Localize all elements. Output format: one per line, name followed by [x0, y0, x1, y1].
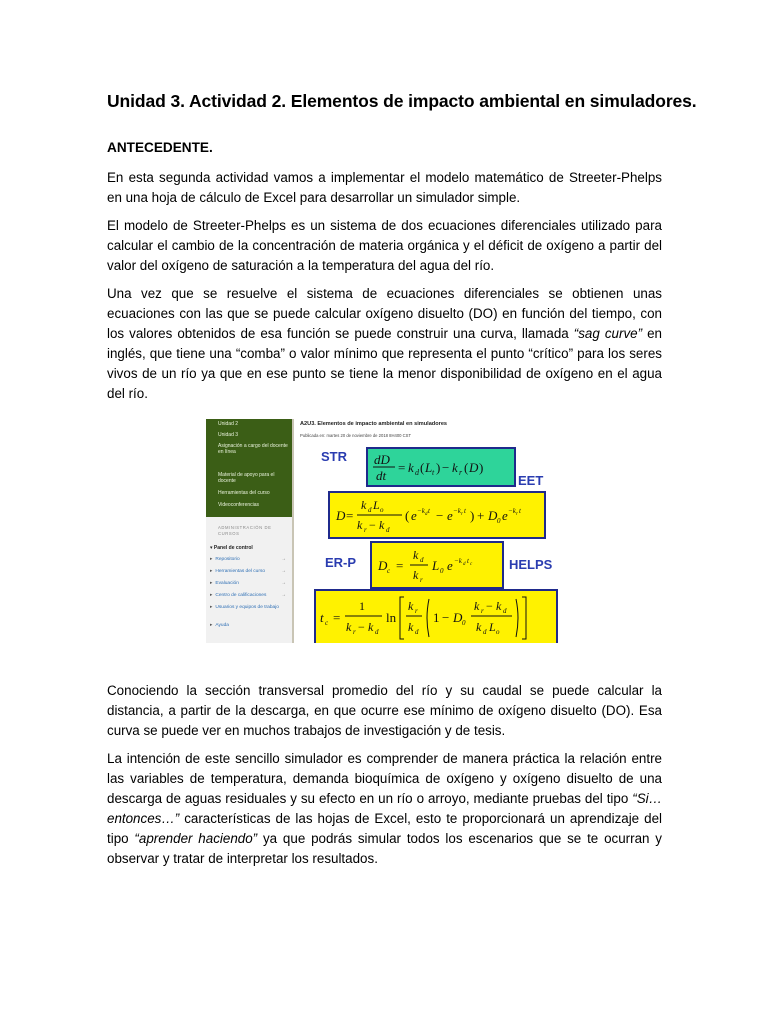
paragraph-5: La intención de este sencillo simulador es comprender de manera práctica la relación entre las variables de temperatura, demanda bioquímica de oxígeno y oxígeno disuelto de una descarga de aguas residuales y su efecto en un río o arroyo, mediante pruebas del tipo “Si… entonces…” características de las hojas de Excel, esto te proporcionará un aprendizaje del tipo “aprender haciendo” ya que podrás simular todos los escenarios que se te ocurran y observar y tratar de interpretar los resultados.: [107, 751, 662, 866]
svg-text:D: D: [488, 508, 498, 523]
svg-text:o: o: [496, 628, 500, 636]
svg-text:d: d: [375, 628, 379, 636]
svg-text:c: c: [325, 619, 329, 627]
svg-text:t: t: [519, 507, 521, 515]
svg-text:=: =: [346, 508, 354, 523]
svg-text:L: L: [432, 558, 440, 573]
svg-text:(: (: [405, 508, 410, 523]
svg-text:(: (: [420, 460, 425, 475]
svg-text:k: k: [496, 599, 502, 613]
svg-text:L: L: [489, 620, 496, 634]
svg-text:o: o: [380, 506, 384, 514]
svg-text:t: t: [464, 507, 466, 515]
svg-text:d: d: [386, 526, 390, 534]
svg-text:k: k: [452, 460, 458, 475]
svg-text:r: r: [420, 576, 423, 584]
svg-text:e: e: [502, 508, 508, 523]
svg-text:dD: dD: [374, 452, 390, 467]
sidebar-link: ▸ Centro de calificaciones →: [210, 593, 286, 598]
svg-text:−k: −k: [508, 507, 516, 515]
svg-text:t: t: [320, 610, 324, 625]
equation-critical-deficit: [370, 541, 504, 589]
sidebar-item: Material de apoyo para el docente: [218, 472, 275, 484]
sidebar-link: ▸ Herramientas del curso →: [210, 569, 286, 574]
svg-text:k: k: [408, 460, 414, 475]
label-str: STR: [321, 449, 347, 464]
svg-text:k: k: [357, 518, 363, 532]
sidebar-item: Unidad 3: [218, 432, 239, 438]
svg-text:−: −: [369, 518, 376, 532]
equation-deficit: [328, 491, 546, 539]
svg-text:r: r: [516, 512, 518, 517]
equation-deficit-svg: [330, 493, 544, 537]
svg-text:e: e: [447, 508, 453, 523]
svg-text:D: D: [453, 610, 463, 625]
svg-text:): ): [436, 460, 441, 475]
svg-text:e: e: [447, 558, 453, 573]
svg-text:t: t: [428, 507, 430, 515]
sidebar-item: Unidad 2: [218, 421, 239, 427]
svg-text:D: D: [336, 508, 346, 523]
figure-main-title: A2U3. Elementos de impacto ambiental en simuladores: [300, 421, 448, 427]
svg-text:−k: −k: [453, 507, 461, 515]
paragraph-4: Conociendo la sección transversal promedio del río y su caudal se puede calcular la distancia, a partir de la descarga, en que ocurre ese mínimo de oxígeno disuelto (DO). Esa curva se puede ver en muchos trabajos de investigación y de tesis.: [107, 683, 662, 738]
svg-text:D: D: [469, 460, 479, 475]
equation-deficit-rate-svg: [368, 449, 514, 485]
svg-text:c: c: [470, 562, 473, 567]
svg-text:=: =: [396, 558, 404, 573]
svg-text:1: 1: [359, 599, 365, 613]
svg-text:−: −: [436, 508, 444, 523]
svg-text:d: d: [420, 556, 424, 564]
svg-text:−: −: [486, 599, 493, 613]
sidebar-item: Videoconferencias: [218, 502, 260, 508]
svg-text:c: c: [387, 567, 391, 575]
svg-text:d: d: [483, 628, 487, 636]
svg-text:dt: dt: [376, 468, 387, 483]
label-helps: HELPS: [509, 557, 553, 572]
svg-text:t: t: [432, 468, 435, 477]
sidebar-link: ▸ Usuarios y equipos de trabajo: [210, 605, 279, 610]
svg-text:k: k: [413, 548, 419, 562]
equation-critical-time: [314, 589, 558, 643]
svg-text:d: d: [368, 506, 372, 514]
svg-text:0: 0: [462, 619, 466, 627]
svg-text:=: =: [333, 610, 341, 625]
paragraph-3: Una vez que se resuelve el sistema de ecuaciones diferenciales se obtienen unas ecuaciones con las que se puede calcular oxígeno disuelto (DO) en función del tiempo, con los valores obtenidos de esa función se puede construir una curva, llamada “sag curve” en inglés, que tiene una “comba” o valor mínimo que representa el punto “crítico” para los seres vivos de un río ya que en ese punto se tiene la menor disponibilidad de oxígeno en el agua del río.: [107, 286, 662, 401]
sidebar-item: Herramientas del curso: [218, 490, 270, 496]
svg-text:1: 1: [433, 610, 440, 625]
svg-text:D: D: [378, 558, 388, 573]
section-heading: ANTECEDENTE.: [107, 140, 213, 155]
label-eet: EET: [518, 473, 544, 488]
svg-text:L: L: [425, 460, 433, 475]
svg-text:+: +: [477, 508, 485, 523]
svg-text:r: r: [461, 512, 463, 517]
sidebar-panel-heading: ▾ Panel de control: [210, 545, 253, 551]
sidebar-admin-heading: ADMINISTRACIÓN DE CURSOS: [218, 525, 272, 536]
equation-deficit-rate: [366, 447, 516, 487]
svg-text:r: r: [364, 526, 367, 534]
svg-text:e: e: [411, 508, 417, 523]
svg-text:k: k: [379, 518, 385, 532]
paragraph-1: En esta segunda actividad vamos a implementar el modelo matemático de Streeter-Phelps en una hoja de cálculo de Excel para desarrollar un simulador simple.: [107, 170, 662, 205]
paragraph-2: El modelo de Streeter-Phelps es un sistema de dos ecuaciones diferenciales utilizado para calcular el cambio de la concentración de materia orgánica y el déficit de oxígeno a partir del valor del oxígeno de saturación a la temperatura del agua del río.: [107, 218, 662, 273]
svg-text:): ): [479, 460, 484, 475]
svg-text:k: k: [408, 620, 414, 634]
sidebar-link: ▸ Ayuda: [210, 623, 229, 628]
figure-sidebar: [206, 419, 294, 643]
svg-text:k: k: [413, 568, 419, 582]
svg-text:t: t: [467, 557, 469, 565]
svg-text:k: k: [474, 599, 480, 613]
streeter-phelps-figure: [206, 419, 562, 643]
svg-text:r: r: [353, 628, 356, 636]
svg-text:−: −: [442, 610, 450, 625]
svg-text:k: k: [361, 498, 367, 512]
svg-text:L: L: [373, 498, 380, 512]
svg-text:k: k: [476, 620, 482, 634]
svg-text:=: =: [398, 460, 406, 475]
svg-text:ln: ln: [386, 610, 397, 625]
equation-critical-deficit-svg: [372, 543, 502, 587]
label-erp: ER-P: [325, 555, 357, 570]
svg-text:r: r: [481, 607, 484, 615]
svg-text:k: k: [346, 620, 352, 634]
sidebar-link: ▸ Repositorio →: [210, 557, 286, 562]
svg-text:0: 0: [440, 567, 444, 575]
svg-text:−: −: [442, 460, 450, 475]
svg-text:d: d: [425, 512, 428, 517]
figure-main-date: Publicada en: martes 20 de noviembre de 2018 8H400 CST: [300, 433, 412, 438]
svg-text:−k: −k: [417, 507, 425, 515]
svg-text:): ): [470, 508, 475, 523]
svg-text:d: d: [415, 468, 419, 477]
sidebar-link: ▸ Evaluación →: [210, 581, 286, 586]
svg-text:r: r: [415, 607, 418, 615]
svg-text:k: k: [408, 599, 414, 613]
sidebar-item: Asignación a cargo del docente en línea: [218, 443, 288, 455]
svg-text:−: −: [358, 620, 365, 634]
svg-text:r: r: [459, 468, 463, 477]
equation-critical-time-svg: [316, 591, 556, 643]
svg-text:0: 0: [497, 517, 501, 525]
svg-text:−k: −k: [454, 557, 462, 565]
svg-text:d: d: [415, 628, 419, 636]
figure-sidebar-menu: [206, 419, 292, 517]
svg-text:k: k: [368, 620, 374, 634]
svg-text:(: (: [464, 460, 469, 475]
document-title: Unidad 3. Actividad 2. Elementos de impacto ambiental en simuladores.: [107, 91, 697, 111]
svg-text:d: d: [463, 562, 466, 567]
svg-text:d: d: [503, 607, 507, 615]
